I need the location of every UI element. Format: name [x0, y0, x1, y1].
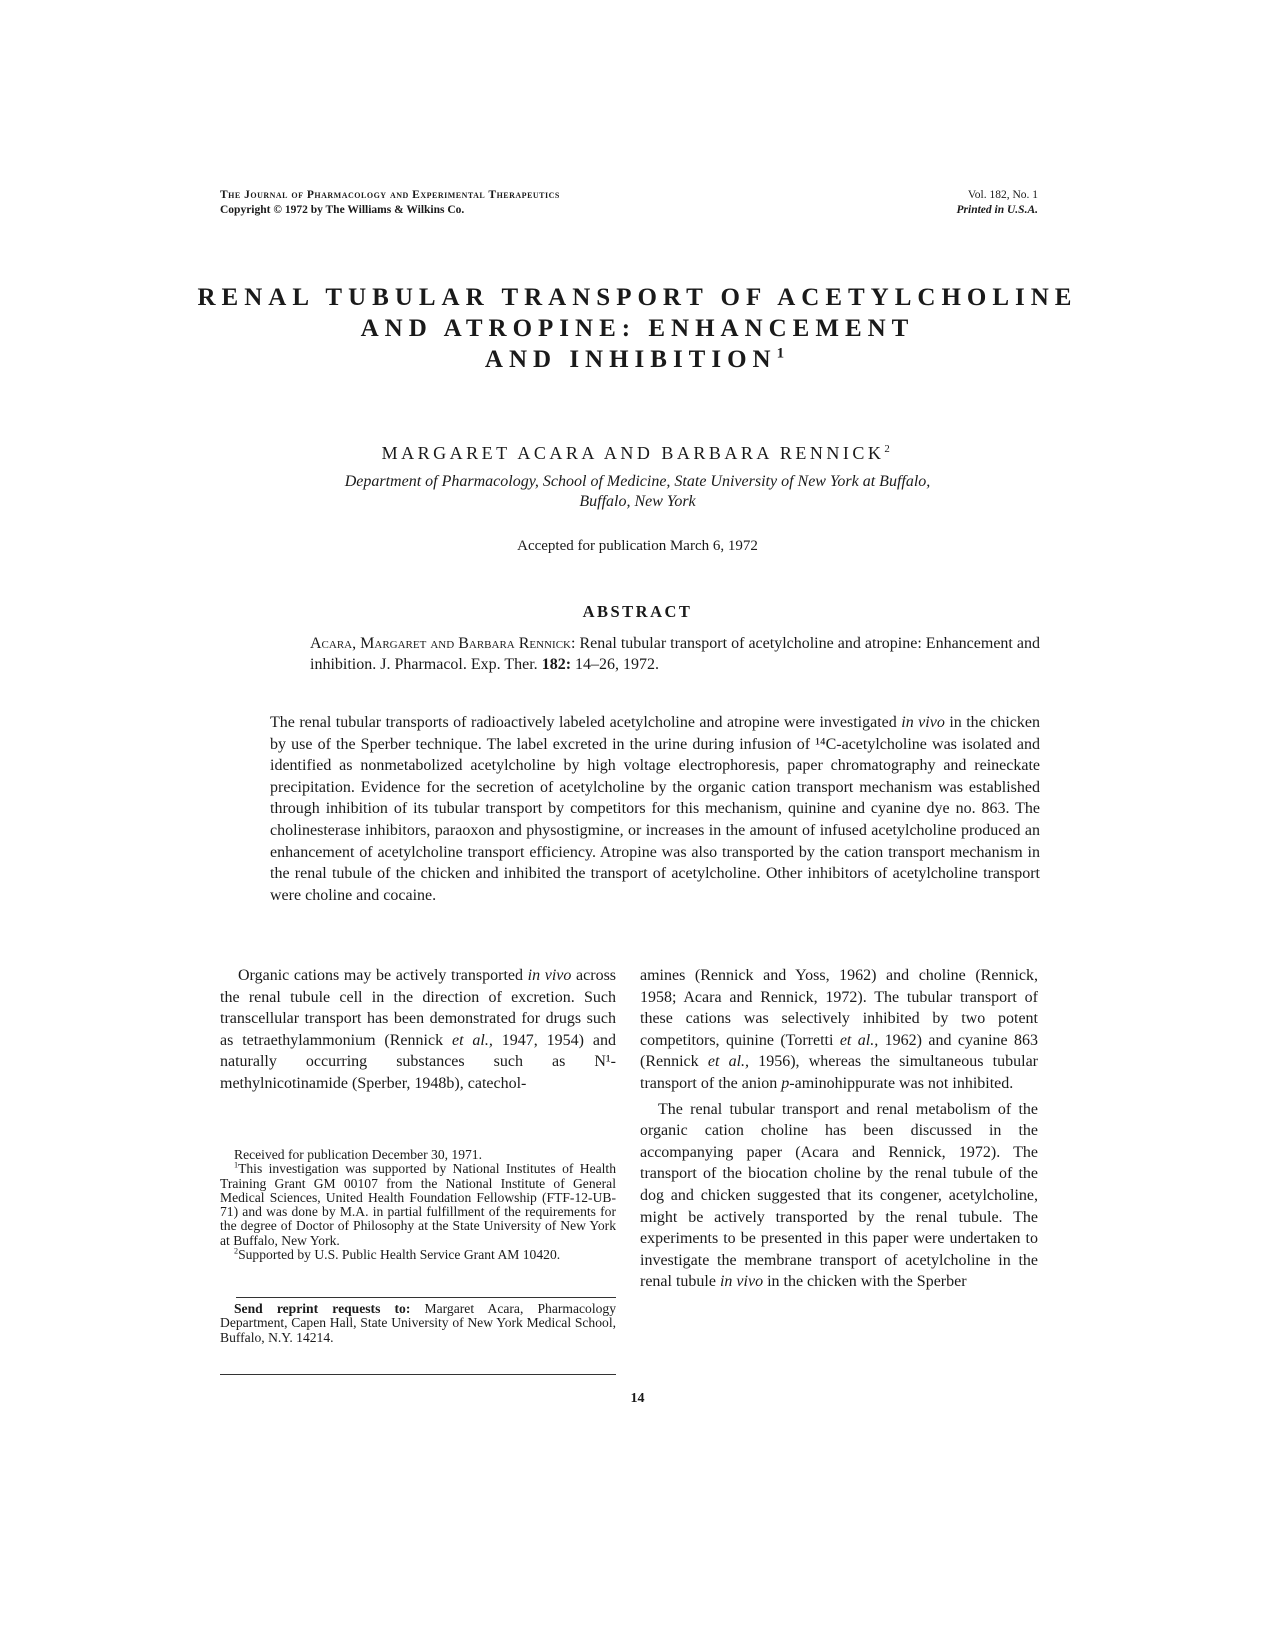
authors: MARGARET ACARA AND BARBARA RENNICK [381, 443, 885, 463]
citation-text: Renal tubular transport of acetylcholine and atropine: Enhancement and inhibition. J. Pharmacol. Exp. Ther. [310, 635, 1040, 673]
title-line-1: RENAL TUBULAR TRANSPORT OF ACETYLCHOLINE [197, 284, 1078, 311]
abstract-citation [310, 633, 1040, 675]
footnote-1 [220, 1162, 616, 1248]
footnote-bottom-rule [220, 1374, 616, 1375]
reprint-request [220, 1302, 616, 1345]
left-p1-italic: in vivo [527, 967, 572, 984]
author-list [150, 443, 1125, 464]
right-p1-text-d: -aminohippurate was not inhibited. [789, 1074, 1014, 1092]
affiliation [240, 472, 1035, 512]
running-header-right [880, 188, 1038, 218]
citation-pages: 14–26, 1972. [575, 656, 660, 673]
left-paragraph-1 [220, 965, 616, 1095]
right-column [640, 965, 1038, 1293]
right-p2-text-b: in the chicken with the Sperber [767, 1273, 967, 1291]
right-p1-etal-1: et al., [839, 1031, 879, 1049]
article-title [150, 282, 1125, 375]
accepted-date: Accepted for publication March 6, 1972 [517, 538, 758, 554]
title-line-2: AND ATROPINE: ENHANCEMENT [360, 315, 915, 342]
running-header-left [220, 188, 560, 218]
right-p1-italic-p: p [781, 1074, 790, 1092]
right-p1-text-b: 1962) and cyanine 863 (Rennick [640, 1031, 1039, 1071]
journal-name: The Journal of Pharmacology and Experimental Therapeutics [220, 189, 560, 201]
right-p1-text-a: amines (Rennick and Yoss, 1962) and choline (Rennick, 1958; Acara and Rennick, 1972). The tubular transport of these cations was selectively inhibited by two potent competitors, quinine (Torretti [640, 967, 1038, 1049]
footnote-2-text: Supported by U.S. Public Health Service Grant AM 10420. [238, 1247, 561, 1263]
citation-authors: Acara, Margaret and Barbara Rennick: [310, 635, 576, 652]
printed-in: Printed in U.S.A. [956, 204, 1038, 216]
author-footnote-mark: 2 [884, 443, 894, 455]
left-p1-text-a: Organic cations may be actively transported [238, 967, 524, 984]
right-paragraph-1 [640, 965, 1038, 1095]
citation-volume: 182: [541, 656, 572, 673]
received-date: Received for publication December 30, 1971. [234, 1147, 482, 1162]
abstract-body [270, 712, 1040, 906]
footnote-1-text: This investigation was supported by National Institutes of Health Training Grant GM 00107 from the National Institute of General Medical Sciences, United Health Foundation Fellowship (FTF-12-UB-71) and was done by M.A. in partial fulfillment of the requirements for the degree of Doctor of Philosophy at the State University of New York at Buffalo, New York. [220, 1161, 616, 1248]
right-p1-text-c: 1956), whereas the simultaneous tubular transport of the anion [640, 1053, 1039, 1092]
title-footnote-mark: 1 [776, 345, 791, 362]
reprint-label: Send reprint requests to: [234, 1301, 411, 1316]
left-column [220, 965, 616, 1095]
right-paragraph-2 [640, 1099, 1038, 1293]
right-p2-text-a: The renal tubular transport and renal metabolism of the organic cation choline has been discussed in the accompanying paper (Acara and Rennick, 1972). The transport of the biocation choline by the renal tubule of the dog and chicken suggested that its congener, acetylcholine, might be actively transported by the renal tubule. The experiments to be presented in this paper were undertaken to investigate the membrane transport of acetylcholine in the renal tubule [640, 1100, 1038, 1291]
volume-issue: Vol. 182, No. 1 [967, 189, 1038, 201]
affiliation-line-1: Department of Pharmacology, School of Medicine, State University of New York at Buffalo, [344, 473, 931, 490]
reprint-text: Margaret Acara, Pharmacology Department, Capen Hall, State University of New York Medical School, Buffalo, N.Y. 14214. [220, 1301, 617, 1345]
footnote-divider [236, 1297, 616, 1298]
abstract-heading: ABSTRACT [582, 602, 693, 621]
abstract-text-2: in the chicken by use of the Sperber technique. The label excreted in the urine during infusion of ¹⁴C-acetylcholine was isolated and identified as nonmetabolized acetylcholine by high voltage electrophoresis, paper chromatography and reineckate precipitation. Evidence for the secretion of acetylcholine by the organic cation transport mechanism was established through inhibition of its tubular transport by competitors for this mechanism, quinine and cyanine dye no. 863. The cholinesterase inhibitors, paraoxon and physostigmine, or increases in the amount of infused acetylcholine produced an enhancement of acetylcholine transport efficiency. Atropine was also transported by the cation transport mechanism in the renal tubule of the chicken and inhibited the transport of acetylcholine. Other inhibitors of acetylcholine transport were choline and cocaine. [270, 714, 1041, 904]
footnote-1-mark: 1 [234, 1160, 239, 1170]
abstract-italic-1: in vivo [901, 714, 945, 731]
affiliation-line-2: Buffalo, New York [579, 493, 696, 510]
footnote-2-mark: 2 [234, 1246, 239, 1256]
left-p1-text-b: across the renal tubule cell in the direction of excretion. Such transcellular transport has been demonstrated for drugs such as tetraethylammonium (Rennick [220, 967, 617, 1049]
footnote-2 [220, 1248, 616, 1262]
copyright-line: Copyright © 1972 by The Williams & Wilkins Co. [220, 204, 465, 216]
abstract-text-1: The renal tubular transports of radioactively labeled acetylcholine and atropine were investigated [270, 714, 897, 731]
right-p2-italic: in vivo [719, 1273, 764, 1291]
page-number: 14 [630, 1391, 645, 1406]
left-p1-text-c: 1947, 1954) and naturally occurring substances such as N¹-methylnicotinamide (Sperber, 1948b), catechol- [220, 1031, 617, 1092]
footnotes [220, 1148, 616, 1262]
left-p1-etal: et al., [451, 1031, 493, 1049]
right-p1-etal-2: et al., [707, 1053, 750, 1071]
title-line-3: AND INHIBITION [484, 346, 777, 373]
